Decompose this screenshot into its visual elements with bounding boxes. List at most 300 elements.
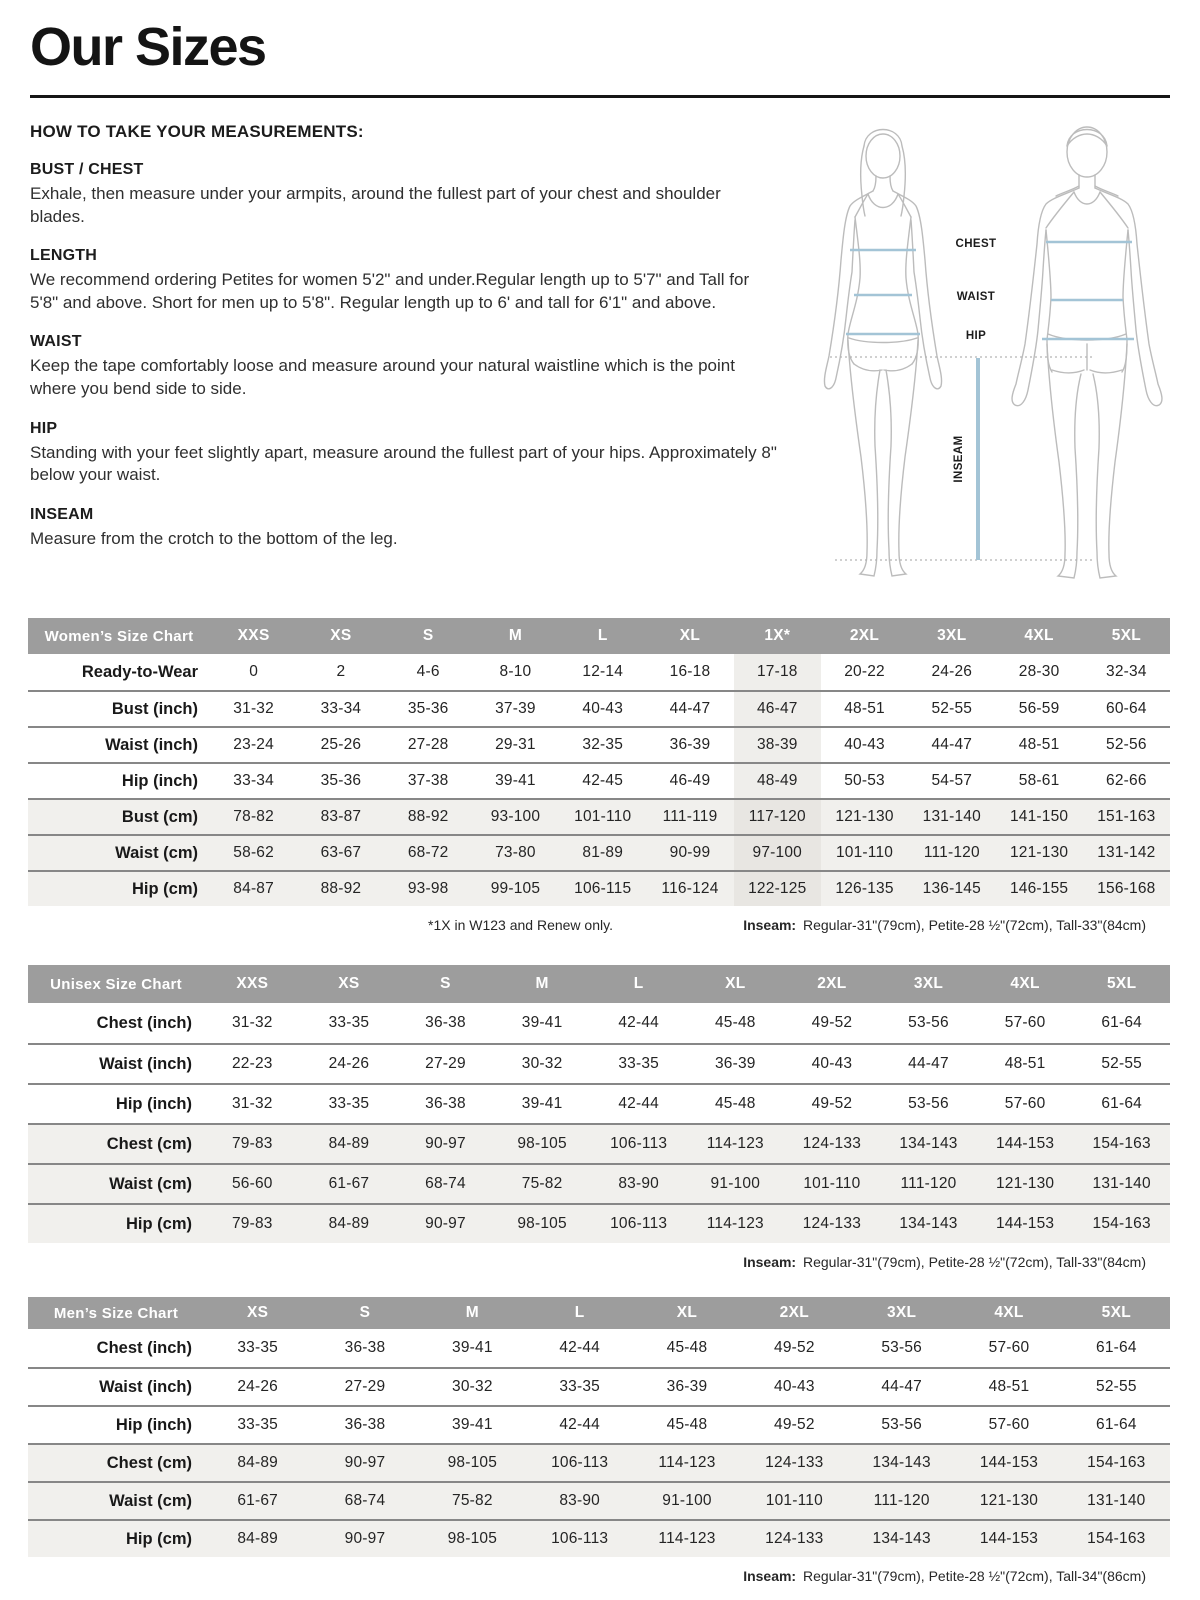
- size-cell: 88-92: [320, 880, 362, 897]
- size-cell: 12-14: [582, 663, 624, 680]
- size-cell: 36-38: [344, 1339, 386, 1356]
- instructions-heading: HOW TO TAKE YOUR MEASUREMENTS:: [30, 122, 364, 141]
- table-row: [28, 1329, 1170, 1367]
- size-cell: 101-110: [574, 808, 632, 825]
- size-cell: 28-30: [1018, 663, 1060, 680]
- column-header: 5XL: [1101, 1304, 1131, 1321]
- size-cell: 62-66: [1106, 772, 1147, 789]
- size-cell: 33-35: [618, 1055, 660, 1072]
- size-cell: 144-153: [979, 1530, 1039, 1547]
- size-cell: 35-36: [407, 700, 449, 717]
- size-cell: 44-47: [881, 1378, 922, 1395]
- size-cell: 131-140: [1087, 1492, 1146, 1509]
- size-cell: 44-47: [669, 700, 711, 717]
- table-row: [28, 1163, 1170, 1203]
- column-header: 4XL: [1010, 975, 1040, 992]
- size-cell: 68-74: [344, 1492, 386, 1509]
- column-header: 3XL: [887, 1304, 917, 1321]
- size-cell: 61-64: [1096, 1416, 1137, 1433]
- table-row: [28, 1405, 1170, 1443]
- size-cell: 49-52: [811, 1014, 853, 1031]
- size-cell: 93-100: [490, 808, 541, 825]
- size-cell: 22-23: [231, 1055, 273, 1072]
- size-cell: 124-133: [765, 1530, 824, 1547]
- column-header: 2XL: [779, 1304, 809, 1321]
- size-cell: 45-48: [666, 1339, 708, 1356]
- size-cell: 61-67: [237, 1492, 278, 1509]
- size-cell: 114-123: [706, 1215, 764, 1232]
- size-cell: 27-29: [344, 1378, 386, 1395]
- table-row: [28, 1083, 1170, 1123]
- size-cell: 57-60: [988, 1416, 1030, 1433]
- size-cell: 27-28: [407, 736, 449, 753]
- size-cell: 33-35: [328, 1014, 370, 1031]
- size-cell: 121-130: [979, 1492, 1039, 1509]
- size-cell: 44-47: [931, 736, 973, 753]
- size-cell: 25-26: [320, 736, 362, 753]
- section-body-inseam: Measure from the crotch to the bottom of the leg.: [30, 528, 398, 548]
- size-cell: 36-38: [344, 1416, 386, 1433]
- size-cell: 101-110: [765, 1492, 823, 1509]
- row-label: Waist (inch): [99, 1054, 192, 1073]
- size-cell: 97-100: [734, 836, 821, 870]
- diagram-label-hip: HIP: [965, 330, 987, 342]
- size-cell: 75-82: [452, 1492, 493, 1509]
- size-cell: 79-83: [231, 1215, 273, 1232]
- section-body-bust-chest: Exhale, then measure under your armpits, around the fullest part of your chest and shoulder blades.: [30, 184, 721, 226]
- size-cell: 44-47: [908, 1055, 949, 1072]
- row-label: Waist (cm): [115, 843, 198, 862]
- size-cell: 46-47: [734, 692, 821, 726]
- size-cell: 84-87: [233, 880, 274, 897]
- footnote-inseam: [743, 1568, 1146, 1584]
- size-cell: 57-60: [1004, 1095, 1046, 1112]
- size-cell: 61-67: [328, 1175, 370, 1192]
- row-label: Chest (cm): [106, 1453, 192, 1472]
- size-cell: 84-89: [237, 1530, 278, 1547]
- table-footnote: [28, 917, 1170, 933]
- man-figure-outline: [1012, 127, 1162, 578]
- size-cell: 39-41: [521, 1095, 563, 1112]
- woman-figure-outline: [824, 130, 941, 577]
- size-cell: 16-18: [669, 663, 711, 680]
- size-cell: 38-39: [734, 728, 821, 762]
- size-cell: 151-163: [1097, 808, 1156, 825]
- column-header: 5XL: [1107, 975, 1137, 992]
- size-cell: 121-130: [1009, 844, 1069, 861]
- size-cell: 20-22: [844, 663, 885, 680]
- size-cell: 40-43: [844, 736, 885, 753]
- size-cell: 48-49: [734, 764, 821, 798]
- size-cell: 101-110: [803, 1175, 861, 1192]
- size-cell: 33-35: [328, 1095, 370, 1112]
- size-cell: 30-32: [452, 1378, 493, 1395]
- size-cell: 63-67: [320, 844, 362, 861]
- size-cell: 134-143: [899, 1215, 958, 1232]
- size-cell: 46-49: [669, 772, 711, 789]
- size-cell: 134-143: [899, 1135, 958, 1152]
- table-row: [28, 1519, 1170, 1557]
- table-row: [28, 1003, 1170, 1043]
- row-label: Bust (cm): [121, 807, 198, 826]
- size-cell: 52-55: [931, 700, 973, 717]
- footnote-inseam: [743, 917, 1146, 933]
- size-cell: 33-34: [320, 700, 362, 717]
- size-cell: 144-153: [979, 1454, 1039, 1471]
- row-label: Hip (cm): [126, 1214, 192, 1233]
- size-cell: 75-82: [521, 1175, 563, 1192]
- size-cell: 24-26: [328, 1055, 370, 1072]
- size-cell: 99-105: [490, 880, 541, 897]
- size-cell: 144-153: [995, 1215, 1055, 1232]
- size-cell: 30-32: [521, 1055, 563, 1072]
- size-table-women: [28, 618, 1170, 933]
- size-cell: 114-123: [706, 1135, 764, 1152]
- table-row: [28, 1367, 1170, 1405]
- size-cell: 42-44: [559, 1339, 600, 1356]
- measurement-diagram: [790, 112, 1170, 588]
- size-cell: 134-143: [872, 1454, 931, 1471]
- size-cell: 154-163: [1087, 1530, 1146, 1547]
- table-title: Unisex Size Chart: [50, 975, 182, 993]
- column-header: 4XL: [994, 1304, 1024, 1321]
- section-title-bust-chest: BUST / CHEST: [30, 161, 144, 178]
- row-label: Waist (inch): [99, 1377, 192, 1396]
- size-cell: 90-97: [344, 1530, 386, 1547]
- size-cell: 42-45: [582, 772, 624, 789]
- column-header: XS: [247, 1304, 269, 1321]
- size-cell: 61-64: [1101, 1095, 1143, 1112]
- size-cell: 31-32: [233, 700, 274, 717]
- size-cell: 124-133: [765, 1454, 824, 1471]
- size-cell: 83-90: [559, 1492, 600, 1509]
- size-cell: 117-120: [734, 800, 821, 834]
- size-cell: 111-119: [662, 808, 718, 825]
- size-cell: 49-52: [774, 1416, 815, 1433]
- size-cell: 45-48: [714, 1014, 756, 1031]
- size-cell: 131-142: [1097, 844, 1156, 861]
- size-cell: 154-163: [1092, 1215, 1151, 1232]
- diagram-label-waist: WAIST: [956, 291, 996, 303]
- column-header: M: [465, 1304, 479, 1321]
- size-cell: 121-130: [995, 1175, 1055, 1192]
- size-table-men: [28, 1297, 1170, 1584]
- size-cell: 45-48: [714, 1095, 756, 1112]
- size-cell: 2: [336, 663, 346, 680]
- size-cell: 98-105: [517, 1215, 567, 1232]
- size-cell: 48-51: [844, 700, 885, 717]
- table-row: [28, 1481, 1170, 1519]
- size-cell: 0: [249, 663, 259, 680]
- size-cell: 56-59: [1018, 700, 1060, 717]
- column-header: 2XL: [849, 627, 880, 644]
- size-cell: 154-163: [1087, 1454, 1146, 1471]
- size-cell: 40-43: [774, 1378, 815, 1395]
- size-cell: 154-163: [1092, 1135, 1151, 1152]
- table-row: [28, 870, 1170, 906]
- size-cell: 68-74: [425, 1175, 466, 1192]
- row-label: Chest (inch): [96, 1338, 192, 1357]
- size-cell: 39-41: [452, 1416, 493, 1433]
- footnote-inseam: [743, 1254, 1146, 1270]
- diagram-label-inseam: INSEAM: [953, 435, 965, 483]
- column-header: XL: [676, 1304, 698, 1321]
- size-cell: 49-52: [774, 1339, 815, 1356]
- size-cell: 93-98: [407, 880, 449, 897]
- size-cell: 42-44: [618, 1095, 660, 1112]
- size-cell: 122-125: [734, 872, 821, 906]
- column-header: XL: [725, 975, 746, 992]
- size-cell: 84-89: [328, 1215, 370, 1232]
- column-header: M: [535, 975, 549, 992]
- size-cell: 68-72: [407, 844, 449, 861]
- size-cell: 106-113: [610, 1135, 668, 1152]
- size-cell: 24-26: [931, 663, 973, 680]
- size-cell: 53-56: [908, 1014, 949, 1031]
- column-header: XXS: [236, 975, 269, 992]
- column-header: M: [508, 627, 523, 644]
- size-cell: 60-64: [1106, 700, 1147, 717]
- size-cell: 40-43: [582, 700, 624, 717]
- size-cell: 36-39: [669, 736, 711, 753]
- size-cell: 78-82: [233, 808, 274, 825]
- table-title: Men’s Size Chart: [53, 1304, 179, 1322]
- row-label: Waist (cm): [109, 1174, 192, 1193]
- size-cell: 90-97: [425, 1135, 466, 1152]
- column-header: 2XL: [817, 975, 847, 992]
- size-cell: 81-89: [582, 844, 624, 861]
- table-title: Women’s Size Chart: [44, 627, 194, 645]
- size-cell: 33-35: [559, 1378, 600, 1395]
- size-cell: 39-41: [521, 1014, 563, 1031]
- size-cell: 39-41: [452, 1339, 493, 1356]
- size-cell: 84-89: [237, 1454, 278, 1471]
- row-label: Hip (cm): [132, 879, 198, 898]
- table-row: [28, 762, 1170, 798]
- size-cell: 37-39: [495, 700, 536, 717]
- footnote-inseam-label: Inseam:: [743, 917, 797, 933]
- row-label: Hip (inch): [115, 1415, 192, 1434]
- measurement-lines: [846, 242, 1134, 560]
- size-cell: 90-97: [425, 1215, 466, 1232]
- column-header: S: [440, 975, 451, 992]
- section-body-hip: Standing with your feet slightly apart, measure around the fullest part of your hips. Approximately 8" below your waist.: [30, 442, 777, 485]
- measurement-instructions: [30, 122, 778, 550]
- size-cell: 134-143: [872, 1530, 931, 1547]
- size-cell: 57-60: [988, 1339, 1030, 1356]
- size-cell: 91-100: [710, 1175, 761, 1192]
- size-cell: 33-35: [237, 1416, 278, 1433]
- column-header: S: [422, 627, 434, 644]
- size-cell: 36-38: [425, 1095, 466, 1112]
- size-cell: 101-110: [835, 844, 894, 861]
- size-cell: 49-52: [811, 1095, 853, 1112]
- size-cell: 144-153: [995, 1135, 1055, 1152]
- size-cell: 17-18: [734, 654, 821, 690]
- size-cell: 90-99: [669, 844, 711, 861]
- size-cell: 79-83: [231, 1135, 273, 1152]
- table-row: [28, 726, 1170, 762]
- size-cell: 35-36: [320, 772, 362, 789]
- size-cell: 121-130: [835, 808, 894, 825]
- size-cell: 116-124: [661, 880, 719, 897]
- row-label: Waist (cm): [109, 1491, 192, 1510]
- body-figures-illustration: [790, 112, 1170, 588]
- size-cell: 156-168: [1097, 880, 1156, 897]
- table-row: [28, 654, 1170, 690]
- table-footnote: [28, 1568, 1170, 1584]
- column-header: L: [597, 627, 608, 644]
- size-cell: 42-44: [559, 1416, 600, 1433]
- size-cell: 111-120: [900, 1175, 957, 1192]
- size-cell: 4-6: [416, 663, 440, 680]
- size-cell: 84-89: [328, 1135, 370, 1152]
- footnote-inseam-text: Regular-31"(79cm), Petite-28 ½"(72cm), Tall-33"(84cm): [803, 917, 1146, 933]
- size-cell: 29-31: [495, 736, 536, 753]
- size-cell: 42-44: [618, 1014, 660, 1031]
- size-cell: 83-90: [618, 1175, 660, 1192]
- size-cell: 36-38: [425, 1014, 466, 1031]
- size-cell: 23-24: [233, 736, 274, 753]
- column-header: 4XL: [1024, 627, 1054, 644]
- row-label: Waist (inch): [105, 735, 198, 754]
- row-label: Hip (inch): [115, 1094, 192, 1113]
- section-body-length: We recommend ordering Petites for women 5'2" and under.Regular length up to 5'7" and Tall for 5'8" and above. Short for men up to 5'8". Regular length up to 6' and tall for 6'1" and above.: [30, 270, 750, 312]
- size-cell: 91-100: [662, 1492, 712, 1509]
- title-divider: [30, 95, 1170, 98]
- size-cell: 131-140: [1092, 1175, 1151, 1192]
- row-label: Chest (cm): [106, 1134, 192, 1153]
- size-cell: 33-34: [233, 772, 274, 789]
- row-label: Hip (inch): [121, 771, 198, 790]
- column-header: L: [574, 1304, 585, 1321]
- footnote-note: *1X in W123 and Renew only.: [428, 917, 613, 933]
- size-cell: 124-133: [802, 1215, 862, 1232]
- size-cell: 106-115: [574, 880, 632, 897]
- size-cell: 48-51: [1018, 736, 1060, 753]
- size-cell: 32-34: [1106, 663, 1147, 680]
- size-cell: 50-53: [844, 772, 885, 789]
- size-cell: 114-123: [658, 1530, 716, 1547]
- size-cell: 83-87: [320, 808, 362, 825]
- size-cell: 58-61: [1018, 772, 1060, 789]
- size-cell: 57-60: [1004, 1014, 1046, 1031]
- row-label: Chest (inch): [96, 1013, 192, 1032]
- table-row: [28, 1203, 1170, 1243]
- column-header: 5XL: [1111, 627, 1142, 644]
- size-cell: 24-26: [237, 1378, 278, 1395]
- diagram-label-chest: CHEST: [955, 238, 997, 250]
- column-header: L: [633, 975, 644, 992]
- size-cell: 98-105: [447, 1454, 498, 1471]
- table-row: [28, 1043, 1170, 1083]
- column-header: XS: [330, 627, 352, 644]
- section-title-waist: WAIST: [30, 333, 82, 351]
- size-cell: 111-120: [873, 1492, 930, 1509]
- size-cell: 37-38: [407, 772, 449, 789]
- table-row: [28, 798, 1170, 834]
- footnote-inseam-text: Regular-31"(79cm), Petite-28 ½"(72cm), Tall-34"(86cm): [803, 1568, 1146, 1584]
- size-cell: 106-113: [610, 1215, 668, 1232]
- size-cell: 98-105: [517, 1135, 567, 1152]
- column-header: 3XL: [937, 627, 967, 644]
- column-header: XXS: [237, 627, 270, 644]
- section-body-waist: Keep the tape comfortably loose and measure around your natural waistline which is the point where you bend side to side.: [30, 356, 735, 399]
- column-header: XL: [679, 627, 701, 644]
- size-cell: 27-29: [425, 1055, 466, 1072]
- size-cell: 53-56: [881, 1339, 922, 1356]
- size-cell: 36-39: [666, 1378, 708, 1395]
- size-cell: 106-113: [551, 1530, 609, 1547]
- size-cell: 53-56: [881, 1416, 922, 1433]
- size-table-unisex: [28, 965, 1170, 1270]
- column-header: S: [359, 1304, 371, 1321]
- size-cell: 48-51: [988, 1378, 1030, 1395]
- size-cell: 39-41: [495, 772, 536, 789]
- size-cell: 36-39: [714, 1055, 756, 1072]
- size-cell: 90-97: [344, 1454, 386, 1471]
- size-cell: 58-62: [233, 844, 274, 861]
- page-title: Our Sizes: [30, 17, 266, 77]
- footnote-inseam-text: Regular-31"(79cm), Petite-28 ½"(72cm), Tall-33"(84cm): [803, 1254, 1146, 1270]
- size-cell: 33-35: [237, 1339, 278, 1356]
- size-cell: 141-150: [1009, 808, 1069, 825]
- table-footnote: [28, 1254, 1170, 1270]
- table-row: [28, 690, 1170, 726]
- size-cell: 98-105: [447, 1530, 498, 1547]
- size-cell: 52-56: [1106, 736, 1147, 753]
- section-title-inseam: INSEAM: [30, 505, 94, 523]
- size-cell: 114-123: [658, 1454, 716, 1471]
- size-cell: 31-32: [231, 1095, 273, 1112]
- size-cell: 53-56: [908, 1095, 949, 1112]
- section-title-hip: HIP: [30, 419, 58, 437]
- size-cell: 31-32: [231, 1014, 273, 1031]
- row-label: Ready-to-Wear: [81, 662, 198, 681]
- size-cell: 48-51: [1004, 1055, 1046, 1072]
- column-header: 1X*: [764, 627, 791, 644]
- size-cell: 32-35: [582, 736, 624, 753]
- size-cell: 126-135: [835, 880, 894, 897]
- size-cell: 146-155: [1009, 880, 1069, 897]
- size-cell: 131-140: [922, 808, 981, 825]
- section-title-length: LENGTH: [30, 247, 97, 265]
- row-label: Bust (inch): [111, 699, 198, 718]
- table-row: [28, 1443, 1170, 1481]
- size-cell: 40-43: [811, 1055, 853, 1072]
- size-cell: 61-64: [1101, 1014, 1143, 1031]
- size-cell: 45-48: [666, 1416, 708, 1433]
- size-cell: 52-55: [1101, 1055, 1143, 1072]
- size-cell: 56-60: [231, 1175, 273, 1192]
- footnote-inseam-label: Inseam:: [743, 1568, 797, 1584]
- size-cell: 54-57: [931, 772, 973, 789]
- size-cell: 111-120: [923, 844, 980, 861]
- size-cell: 73-80: [495, 844, 536, 861]
- size-cell: 136-145: [922, 880, 981, 897]
- size-cell: 61-64: [1096, 1339, 1137, 1356]
- row-label: Hip (cm): [126, 1529, 192, 1548]
- column-header: 3XL: [913, 975, 944, 992]
- size-cell: 88-92: [407, 808, 449, 825]
- table-row: [28, 1123, 1170, 1163]
- table-row: [28, 834, 1170, 870]
- footnote-inseam-label: Inseam:: [743, 1254, 797, 1270]
- size-cell: 8-10: [499, 663, 532, 680]
- size-cell: 106-113: [551, 1454, 609, 1471]
- column-header: XS: [338, 975, 360, 992]
- size-cell: 52-55: [1096, 1378, 1137, 1395]
